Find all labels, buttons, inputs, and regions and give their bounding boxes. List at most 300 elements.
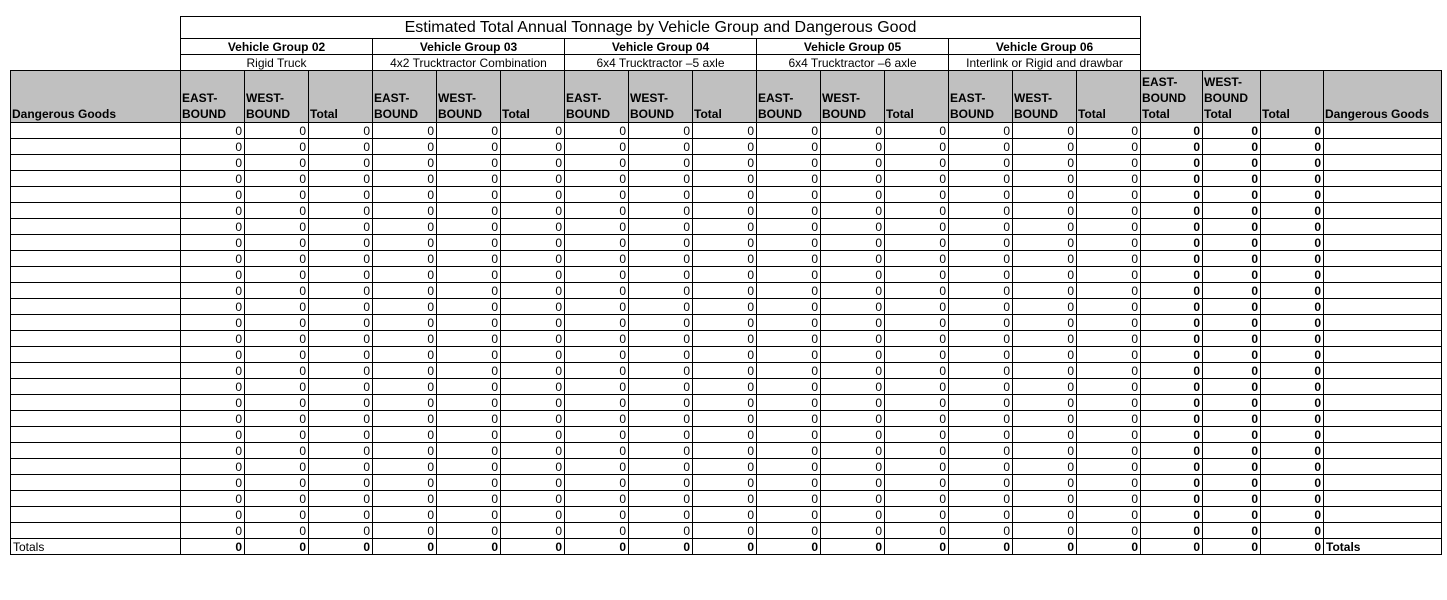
summary-cell[interactable]: 0 — [1203, 139, 1261, 155]
dangerous-good-label[interactable] — [11, 427, 181, 443]
value-cell[interactable]: 0 — [693, 523, 757, 539]
value-cell[interactable]: 0 — [565, 523, 629, 539]
value-cell[interactable]: 0 — [245, 139, 309, 155]
value-cell[interactable]: 0 — [629, 203, 693, 219]
value-cell[interactable]: 0 — [245, 395, 309, 411]
value-cell[interactable]: 0 — [949, 235, 1013, 251]
value-cell[interactable]: 0 — [885, 507, 949, 523]
summary-cell[interactable]: 0 — [1203, 395, 1261, 411]
value-cell[interactable]: 0 — [501, 123, 565, 139]
value-cell[interactable]: 0 — [1077, 299, 1141, 315]
value-cell[interactable]: 0 — [1013, 459, 1077, 475]
value-cell[interactable]: 0 — [885, 395, 949, 411]
value-cell[interactable]: 0 — [373, 299, 437, 315]
value-cell[interactable]: 0 — [181, 347, 245, 363]
value-cell[interactable]: 0 — [1013, 347, 1077, 363]
value-cell[interactable]: 0 — [1077, 347, 1141, 363]
value-cell[interactable]: 0 — [1077, 507, 1141, 523]
dangerous-good-label-right[interactable] — [1324, 219, 1442, 235]
value-cell[interactable]: 0 — [629, 491, 693, 507]
value-cell[interactable]: 0 — [181, 155, 245, 171]
value-cell[interactable]: 0 — [309, 155, 373, 171]
value-cell[interactable]: 0 — [885, 155, 949, 171]
value-cell[interactable]: 0 — [693, 171, 757, 187]
value-cell[interactable]: 0 — [693, 203, 757, 219]
value-cell[interactable]: 0 — [821, 379, 885, 395]
value-cell[interactable]: 0 — [1013, 267, 1077, 283]
summary-cell[interactable]: 0 — [1261, 139, 1324, 155]
value-cell[interactable]: 0 — [373, 283, 437, 299]
value-cell[interactable]: 0 — [245, 379, 309, 395]
value-cell[interactable]: 0 — [885, 315, 949, 331]
value-cell[interactable]: 0 — [373, 507, 437, 523]
summary-cell[interactable]: 0 — [1141, 155, 1203, 171]
value-cell[interactable]: 0 — [885, 299, 949, 315]
value-cell[interactable]: 0 — [309, 331, 373, 347]
value-cell[interactable]: 0 — [629, 283, 693, 299]
value-cell[interactable]: 0 — [565, 171, 629, 187]
dangerous-good-label[interactable] — [11, 251, 181, 267]
value-cell[interactable]: 0 — [1013, 123, 1077, 139]
value-cell[interactable]: 0 — [181, 267, 245, 283]
value-cell[interactable]: 0 — [629, 427, 693, 443]
value-cell[interactable]: 0 — [1013, 219, 1077, 235]
value-cell[interactable]: 0 — [757, 123, 821, 139]
summary-cell[interactable]: 0 — [1141, 363, 1203, 379]
value-cell[interactable]: 0 — [501, 411, 565, 427]
value-cell[interactable]: 0 — [885, 251, 949, 267]
value-cell[interactable]: 0 — [181, 507, 245, 523]
value-cell[interactable]: 0 — [501, 139, 565, 155]
value-cell[interactable]: 0 — [1013, 427, 1077, 443]
value-cell[interactable]: 0 — [1013, 203, 1077, 219]
value-cell[interactable]: 0 — [821, 123, 885, 139]
value-cell[interactable]: 0 — [245, 331, 309, 347]
value-cell[interactable]: 0 — [373, 459, 437, 475]
value-cell[interactable]: 0 — [693, 283, 757, 299]
value-cell[interactable]: 0 — [693, 139, 757, 155]
value-cell[interactable]: 0 — [885, 363, 949, 379]
value-cell[interactable]: 0 — [1013, 315, 1077, 331]
value-cell[interactable]: 0 — [821, 347, 885, 363]
value-cell[interactable]: 0 — [437, 331, 501, 347]
value-cell[interactable]: 0 — [437, 283, 501, 299]
value-cell[interactable]: 0 — [821, 171, 885, 187]
value-cell[interactable]: 0 — [565, 203, 629, 219]
value-cell[interactable]: 0 — [565, 187, 629, 203]
dangerous-good-label[interactable] — [11, 139, 181, 155]
value-cell[interactable]: 0 — [245, 443, 309, 459]
value-cell[interactable]: 0 — [949, 123, 1013, 139]
summary-cell[interactable]: 0 — [1261, 283, 1324, 299]
value-cell[interactable]: 0 — [629, 267, 693, 283]
value-cell[interactable]: 0 — [565, 443, 629, 459]
value-cell[interactable]: 0 — [821, 427, 885, 443]
value-cell[interactable]: 0 — [885, 283, 949, 299]
summary-cell[interactable]: 0 — [1203, 475, 1261, 491]
summary-cell[interactable]: 0 — [1261, 331, 1324, 347]
summary-cell[interactable]: 0 — [1141, 171, 1203, 187]
value-cell[interactable]: 0 — [693, 315, 757, 331]
value-cell[interactable]: 0 — [821, 267, 885, 283]
value-cell[interactable]: 0 — [565, 347, 629, 363]
value-cell[interactable]: 0 — [181, 523, 245, 539]
value-cell[interactable]: 0 — [1077, 123, 1141, 139]
value-cell[interactable]: 0 — [565, 507, 629, 523]
value-cell[interactable]: 0 — [949, 331, 1013, 347]
value-cell[interactable]: 0 — [693, 347, 757, 363]
summary-cell[interactable]: 0 — [1203, 523, 1261, 539]
dangerous-good-label[interactable] — [11, 523, 181, 539]
value-cell[interactable]: 0 — [373, 267, 437, 283]
value-cell[interactable]: 0 — [821, 459, 885, 475]
value-cell[interactable]: 0 — [565, 283, 629, 299]
summary-cell[interactable]: 0 — [1203, 347, 1261, 363]
value-cell[interactable]: 0 — [757, 347, 821, 363]
value-cell[interactable]: 0 — [693, 459, 757, 475]
value-cell[interactable]: 0 — [1077, 459, 1141, 475]
value-cell[interactable]: 0 — [437, 267, 501, 283]
dangerous-good-label-right[interactable] — [1324, 379, 1442, 395]
value-cell[interactable]: 0 — [309, 523, 373, 539]
value-cell[interactable]: 0 — [1077, 475, 1141, 491]
dangerous-good-label[interactable] — [11, 123, 181, 139]
value-cell[interactable]: 0 — [949, 155, 1013, 171]
summary-cell[interactable]: 0 — [1203, 507, 1261, 523]
value-cell[interactable]: 0 — [1013, 187, 1077, 203]
summary-cell[interactable]: 0 — [1261, 523, 1324, 539]
value-cell[interactable]: 0 — [245, 155, 309, 171]
value-cell[interactable]: 0 — [565, 379, 629, 395]
value-cell[interactable]: 0 — [1077, 379, 1141, 395]
value-cell[interactable]: 0 — [821, 363, 885, 379]
value-cell[interactable]: 0 — [437, 155, 501, 171]
summary-cell[interactable]: 0 — [1141, 491, 1203, 507]
value-cell[interactable]: 0 — [1077, 203, 1141, 219]
value-cell[interactable]: 0 — [821, 315, 885, 331]
summary-cell[interactable]: 0 — [1261, 443, 1324, 459]
summary-cell[interactable]: 0 — [1141, 123, 1203, 139]
value-cell[interactable]: 0 — [565, 315, 629, 331]
value-cell[interactable]: 0 — [373, 123, 437, 139]
value-cell[interactable]: 0 — [373, 475, 437, 491]
value-cell[interactable]: 0 — [309, 251, 373, 267]
summary-cell[interactable]: 0 — [1141, 459, 1203, 475]
value-cell[interactable]: 0 — [1013, 139, 1077, 155]
value-cell[interactable]: 0 — [885, 347, 949, 363]
value-cell[interactable]: 0 — [1013, 491, 1077, 507]
value-cell[interactable]: 0 — [437, 299, 501, 315]
dangerous-good-label-right[interactable] — [1324, 283, 1442, 299]
value-cell[interactable]: 0 — [693, 251, 757, 267]
value-cell[interactable]: 0 — [885, 123, 949, 139]
value-cell[interactable]: 0 — [181, 139, 245, 155]
value-cell[interactable]: 0 — [245, 187, 309, 203]
summary-cell[interactable]: 0 — [1261, 299, 1324, 315]
value-cell[interactable]: 0 — [181, 475, 245, 491]
value-cell[interactable]: 0 — [1077, 491, 1141, 507]
value-cell[interactable]: 0 — [181, 283, 245, 299]
value-cell[interactable]: 0 — [949, 139, 1013, 155]
value-cell[interactable]: 0 — [629, 139, 693, 155]
value-cell[interactable]: 0 — [821, 299, 885, 315]
dangerous-good-label-right[interactable] — [1324, 251, 1442, 267]
value-cell[interactable]: 0 — [885, 139, 949, 155]
value-cell[interactable]: 0 — [1077, 171, 1141, 187]
summary-cell[interactable]: 0 — [1141, 523, 1203, 539]
dangerous-good-label[interactable] — [11, 155, 181, 171]
value-cell[interactable]: 0 — [821, 219, 885, 235]
value-cell[interactable]: 0 — [309, 347, 373, 363]
summary-cell[interactable]: 0 — [1141, 267, 1203, 283]
value-cell[interactable]: 0 — [757, 315, 821, 331]
value-cell[interactable]: 0 — [1013, 155, 1077, 171]
dangerous-good-label-right[interactable] — [1324, 459, 1442, 475]
value-cell[interactable]: 0 — [949, 523, 1013, 539]
value-cell[interactable]: 0 — [437, 139, 501, 155]
value-cell[interactable]: 0 — [181, 187, 245, 203]
value-cell[interactable]: 0 — [373, 347, 437, 363]
dangerous-good-label-right[interactable] — [1324, 443, 1442, 459]
value-cell[interactable]: 0 — [1013, 411, 1077, 427]
value-cell[interactable]: 0 — [949, 411, 1013, 427]
value-cell[interactable]: 0 — [885, 267, 949, 283]
value-cell[interactable]: 0 — [1013, 171, 1077, 187]
value-cell[interactable]: 0 — [821, 507, 885, 523]
value-cell[interactable]: 0 — [1013, 507, 1077, 523]
dangerous-good-label-right[interactable] — [1324, 347, 1442, 363]
value-cell[interactable]: 0 — [245, 251, 309, 267]
value-cell[interactable]: 0 — [949, 187, 1013, 203]
value-cell[interactable]: 0 — [693, 491, 757, 507]
value-cell[interactable]: 0 — [437, 443, 501, 459]
value-cell[interactable]: 0 — [885, 331, 949, 347]
value-cell[interactable]: 0 — [501, 187, 565, 203]
summary-cell[interactable]: 0 — [1203, 171, 1261, 187]
value-cell[interactable]: 0 — [693, 507, 757, 523]
value-cell[interactable]: 0 — [309, 475, 373, 491]
value-cell[interactable]: 0 — [501, 507, 565, 523]
value-cell[interactable]: 0 — [501, 459, 565, 475]
value-cell[interactable]: 0 — [885, 187, 949, 203]
value-cell[interactable]: 0 — [565, 251, 629, 267]
value-cell[interactable]: 0 — [309, 219, 373, 235]
value-cell[interactable]: 0 — [181, 203, 245, 219]
value-cell[interactable]: 0 — [1077, 155, 1141, 171]
value-cell[interactable]: 0 — [1077, 187, 1141, 203]
summary-cell[interactable]: 0 — [1203, 411, 1261, 427]
value-cell[interactable]: 0 — [245, 267, 309, 283]
value-cell[interactable]: 0 — [1013, 331, 1077, 347]
value-cell[interactable]: 0 — [373, 491, 437, 507]
summary-cell[interactable]: 0 — [1203, 267, 1261, 283]
dangerous-good-label[interactable] — [11, 347, 181, 363]
value-cell[interactable]: 0 — [309, 443, 373, 459]
value-cell[interactable]: 0 — [437, 459, 501, 475]
summary-cell[interactable]: 0 — [1203, 203, 1261, 219]
summary-cell[interactable]: 0 — [1261, 363, 1324, 379]
summary-cell[interactable]: 0 — [1203, 443, 1261, 459]
value-cell[interactable]: 0 — [949, 475, 1013, 491]
dangerous-good-label-right[interactable] — [1324, 139, 1442, 155]
value-cell[interactable]: 0 — [437, 507, 501, 523]
value-cell[interactable]: 0 — [309, 363, 373, 379]
value-cell[interactable]: 0 — [949, 379, 1013, 395]
value-cell[interactable]: 0 — [245, 203, 309, 219]
value-cell[interactable]: 0 — [501, 315, 565, 331]
dangerous-good-label[interactable] — [11, 507, 181, 523]
value-cell[interactable]: 0 — [309, 315, 373, 331]
value-cell[interactable]: 0 — [437, 187, 501, 203]
value-cell[interactable]: 0 — [693, 267, 757, 283]
value-cell[interactable]: 0 — [1013, 251, 1077, 267]
value-cell[interactable]: 0 — [437, 123, 501, 139]
value-cell[interactable]: 0 — [1077, 267, 1141, 283]
value-cell[interactable]: 0 — [821, 331, 885, 347]
value-cell[interactable]: 0 — [693, 475, 757, 491]
value-cell[interactable]: 0 — [373, 251, 437, 267]
value-cell[interactable]: 0 — [437, 315, 501, 331]
value-cell[interactable]: 0 — [437, 491, 501, 507]
value-cell[interactable]: 0 — [757, 443, 821, 459]
value-cell[interactable]: 0 — [1077, 235, 1141, 251]
summary-cell[interactable]: 0 — [1141, 395, 1203, 411]
value-cell[interactable]: 0 — [885, 443, 949, 459]
summary-cell[interactable]: 0 — [1261, 203, 1324, 219]
value-cell[interactable]: 0 — [629, 123, 693, 139]
value-cell[interactable]: 0 — [693, 299, 757, 315]
value-cell[interactable]: 0 — [1077, 427, 1141, 443]
value-cell[interactable]: 0 — [1077, 315, 1141, 331]
value-cell[interactable]: 0 — [309, 203, 373, 219]
value-cell[interactable]: 0 — [1077, 139, 1141, 155]
value-cell[interactable]: 0 — [821, 187, 885, 203]
summary-cell[interactable]: 0 — [1261, 235, 1324, 251]
value-cell[interactable]: 0 — [757, 507, 821, 523]
summary-cell[interactable]: 0 — [1203, 363, 1261, 379]
value-cell[interactable]: 0 — [501, 235, 565, 251]
value-cell[interactable]: 0 — [1077, 443, 1141, 459]
value-cell[interactable]: 0 — [245, 123, 309, 139]
value-cell[interactable]: 0 — [949, 315, 1013, 331]
summary-cell[interactable]: 0 — [1141, 475, 1203, 491]
value-cell[interactable]: 0 — [949, 251, 1013, 267]
value-cell[interactable]: 0 — [949, 427, 1013, 443]
dangerous-good-label[interactable] — [11, 171, 181, 187]
value-cell[interactable]: 0 — [501, 299, 565, 315]
value-cell[interactable]: 0 — [501, 171, 565, 187]
value-cell[interactable]: 0 — [821, 491, 885, 507]
summary-cell[interactable]: 0 — [1261, 251, 1324, 267]
value-cell[interactable]: 0 — [629, 443, 693, 459]
value-cell[interactable]: 0 — [821, 251, 885, 267]
value-cell[interactable]: 0 — [373, 235, 437, 251]
value-cell[interactable]: 0 — [245, 235, 309, 251]
value-cell[interactable]: 0 — [373, 187, 437, 203]
value-cell[interactable]: 0 — [181, 331, 245, 347]
value-cell[interactable]: 0 — [181, 315, 245, 331]
summary-cell[interactable]: 0 — [1203, 251, 1261, 267]
value-cell[interactable]: 0 — [629, 475, 693, 491]
dangerous-good-label-right[interactable] — [1324, 203, 1442, 219]
dangerous-good-label[interactable] — [11, 459, 181, 475]
value-cell[interactable]: 0 — [757, 235, 821, 251]
summary-cell[interactable]: 0 — [1261, 123, 1324, 139]
value-cell[interactable]: 0 — [181, 411, 245, 427]
value-cell[interactable]: 0 — [565, 267, 629, 283]
value-cell[interactable]: 0 — [181, 299, 245, 315]
value-cell[interactable]: 0 — [1013, 523, 1077, 539]
value-cell[interactable]: 0 — [629, 219, 693, 235]
summary-cell[interactable]: 0 — [1141, 507, 1203, 523]
value-cell[interactable]: 0 — [693, 123, 757, 139]
value-cell[interactable]: 0 — [949, 363, 1013, 379]
dangerous-good-label[interactable] — [11, 203, 181, 219]
value-cell[interactable]: 0 — [181, 235, 245, 251]
value-cell[interactable]: 0 — [885, 459, 949, 475]
value-cell[interactable]: 0 — [1077, 283, 1141, 299]
value-cell[interactable]: 0 — [949, 171, 1013, 187]
value-cell[interactable]: 0 — [181, 363, 245, 379]
value-cell[interactable]: 0 — [629, 251, 693, 267]
value-cell[interactable]: 0 — [1013, 395, 1077, 411]
value-cell[interactable]: 0 — [565, 299, 629, 315]
value-cell[interactable]: 0 — [501, 219, 565, 235]
value-cell[interactable]: 0 — [1013, 283, 1077, 299]
value-cell[interactable]: 0 — [821, 523, 885, 539]
value-cell[interactable]: 0 — [373, 443, 437, 459]
value-cell[interactable]: 0 — [821, 203, 885, 219]
summary-cell[interactable]: 0 — [1203, 491, 1261, 507]
summary-cell[interactable]: 0 — [1141, 139, 1203, 155]
summary-cell[interactable]: 0 — [1141, 251, 1203, 267]
value-cell[interactable]: 0 — [437, 411, 501, 427]
value-cell[interactable]: 0 — [309, 507, 373, 523]
dangerous-good-label[interactable] — [11, 187, 181, 203]
value-cell[interactable]: 0 — [757, 523, 821, 539]
value-cell[interactable]: 0 — [629, 299, 693, 315]
summary-cell[interactable]: 0 — [1203, 379, 1261, 395]
value-cell[interactable]: 0 — [181, 171, 245, 187]
value-cell[interactable]: 0 — [821, 395, 885, 411]
value-cell[interactable]: 0 — [693, 187, 757, 203]
dangerous-good-label-right[interactable] — [1324, 523, 1442, 539]
value-cell[interactable]: 0 — [1077, 411, 1141, 427]
value-cell[interactable]: 0 — [629, 507, 693, 523]
value-cell[interactable]: 0 — [309, 395, 373, 411]
value-cell[interactable]: 0 — [181, 459, 245, 475]
summary-cell[interactable]: 0 — [1203, 331, 1261, 347]
value-cell[interactable]: 0 — [885, 203, 949, 219]
value-cell[interactable]: 0 — [501, 427, 565, 443]
dangerous-good-label-right[interactable] — [1324, 155, 1442, 171]
value-cell[interactable]: 0 — [565, 155, 629, 171]
value-cell[interactable]: 0 — [437, 523, 501, 539]
summary-cell[interactable]: 0 — [1141, 203, 1203, 219]
dangerous-good-label[interactable] — [11, 491, 181, 507]
value-cell[interactable]: 0 — [501, 155, 565, 171]
value-cell[interactable]: 0 — [757, 427, 821, 443]
value-cell[interactable]: 0 — [565, 475, 629, 491]
value-cell[interactable]: 0 — [757, 459, 821, 475]
value-cell[interactable]: 0 — [373, 411, 437, 427]
value-cell[interactable]: 0 — [373, 523, 437, 539]
value-cell[interactable]: 0 — [309, 267, 373, 283]
value-cell[interactable]: 0 — [757, 363, 821, 379]
summary-cell[interactable]: 0 — [1261, 219, 1324, 235]
value-cell[interactable]: 0 — [501, 363, 565, 379]
value-cell[interactable]: 0 — [629, 395, 693, 411]
